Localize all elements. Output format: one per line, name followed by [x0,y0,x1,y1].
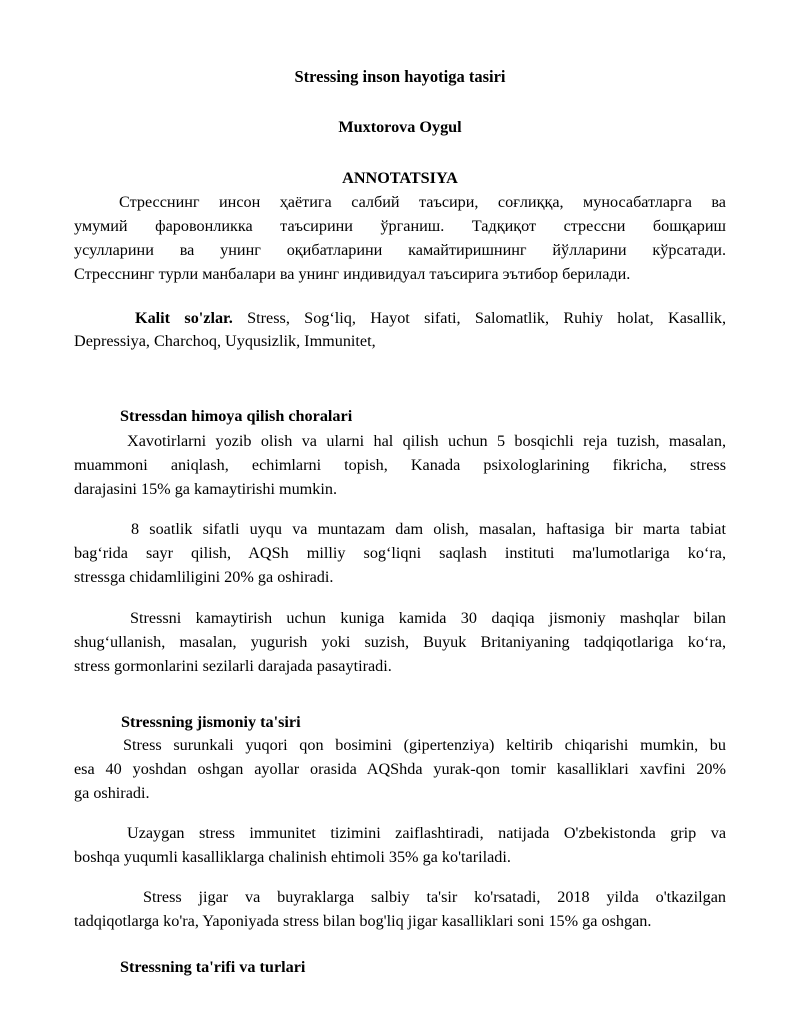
keywords-list-continued: Depressiya, Charchoq, Uyqusizlik, Immunitet, [74,332,376,350]
keywords-list: Stress, Sog‘liq, Hayot sifati, Salomatlik, Ruhiy holat, Kasallik, [247,309,726,327]
paragraph-line: esa 40 yoshdan oshgan ayollar orasida AQShda yurak-qon tomir kasalliklari xavfini 20% [74,760,726,778]
paragraph-line: darajasini 15% ga kamaytirishi mumkin. [74,480,337,498]
annotation-line: усулларини ва унинг оқибатларини камайтиришнинг йўлларини кўрсатади. [74,241,726,259]
paragraph-line: ga oshiradi. [74,784,150,802]
section-heading: Stressdan himoya qilish choralari [120,407,353,425]
paragraph-line: boshqa yuqumli kasalliklarga chalinish ehtimoli 35% ga ko'tariladi. [74,848,511,866]
paragraph-line: Stress surunkali yuqori qon bosimini (gipertenziya) keltirib chiqarishi mumkin, bu [123,736,726,754]
annotation-line: Стресснинг турли манбалари ва унинг индивидуал таъсирига эътибор берилади. [74,265,631,283]
paragraph-line: tadqiqotlarga ko'ra, Yaponiyada stress bilan bog'liq jigar kasalliklari soni 15% ga oshgan. [74,912,652,930]
annotation-line: Стресснинг инсон ҳаётига салбий таъсири, соғлиққа, муносабатларга ва [119,193,726,211]
author-name: Muxtorova Oygul [338,118,462,136]
keywords-line [135,308,726,328]
paragraph-line: stress gormonlarini sezilarli darajada pasaytiradi. [74,657,392,675]
paragraph-line: stressga chidamliligini 20% ga oshiradi. [74,568,334,586]
paragraph-line: shug‘ullanish, masalan, yugurish yoki suzish, Buyuk Britaniyaning tadqiqotlariga ko‘ra, [74,633,726,651]
annotation-heading: ANNOTATSIYA [342,169,458,187]
keywords-label: Kalit so'zlar. [135,309,233,327]
section-heading: Stressning ta'rifi va turlari [120,958,306,976]
paragraph-line: muammoni aniqlash, echimlarni topish, Kanada psixologlarining fikricha, stress [74,456,726,474]
paragraph-line: Xavotirlarni yozib olish va ularni hal qilish uchun 5 bosqichli reja tuzish, masalan, [127,432,726,450]
section-heading: Stressning jismoniy ta'siri [121,713,301,731]
annotation-line: умумий фаровонликка таъсирини ўрганиш. Тадқиқот стрессни бошқариш [74,217,726,235]
paragraph-line: 8 soatlik sifatli uyqu va muntazam dam olish, masalan, haftasiga bir marta tabiat [131,520,726,538]
paragraph-line: Stressni kamaytirish uchun kuniga kamida 30 daqiqa jismoniy mashqlar bilan [130,609,726,627]
document-title: Stressing inson hayotiga tasiri [294,67,506,86]
paragraph-line: Stress jigar va buyraklarga salbiy ta'sir ko'rsatadi, 2018 yilda o'tkazilgan [143,888,726,906]
paragraph-line: bag‘rida sayr qilish, AQSh milliy sog‘liqni saqlash instituti ma'lumotlariga ko‘ra, [74,544,726,562]
paragraph-line: Uzaygan stress immunitet tizimini zaiflashtiradi, natijada O'zbekistonda grip va [127,824,726,842]
